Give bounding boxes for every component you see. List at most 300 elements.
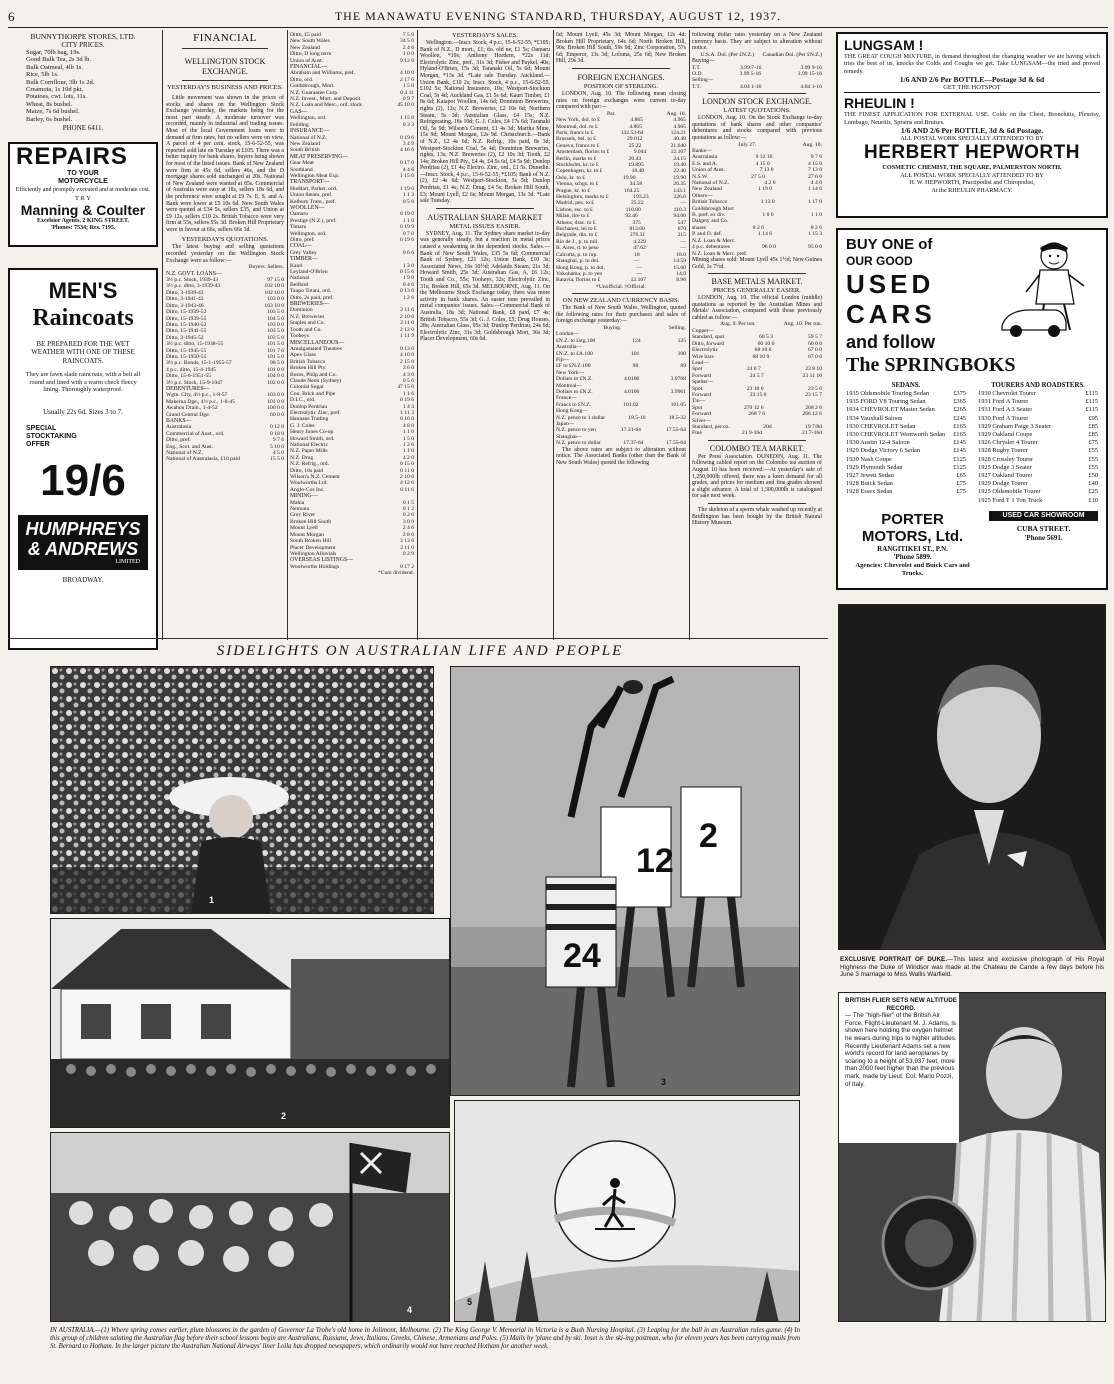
sales-column: [420, 32, 550, 638]
bunnythorpe-item: Bulk Oatmeal, 4lb 1s.: [26, 63, 83, 71]
fx-row-cell: 4.865: [630, 117, 643, 124]
column-rule: [689, 30, 690, 640]
bunnythorpe-item: Good Bulk Tea, 2s 3d lb.: [26, 56, 91, 64]
tourer-row: [978, 480, 1098, 488]
bunnythorpe-item: Wheat, 8s bushel.: [26, 100, 73, 108]
quotation-row-cell: Feilding: [290, 121, 309, 128]
base-metals-header-row-cell: Aug. 9. Per ton.: [720, 321, 756, 328]
tourer-row: [978, 472, 1098, 480]
nz-currency-row: [556, 440, 686, 446]
quotation-row-cell: N.Z. Drug: [290, 454, 314, 461]
porter-motors-ad: [836, 228, 1108, 590]
bunnythorpe-subtitle: CITY PRICES.: [61, 41, 105, 49]
quotation-row-cell: Timaru: [290, 224, 307, 231]
humphreys-logo: [18, 515, 148, 570]
nz-currency-row-cell: 101: [631, 350, 640, 357]
nz-currency-row-cell: 17.31-64: [620, 427, 641, 434]
dollar-rate-row-cell: 4.04 1-16: [800, 83, 822, 90]
base-metals-row-cell: 68 10 0: [754, 347, 772, 354]
quotation-row-cell: 4 10 0: [400, 352, 414, 359]
lse-row-cell: B. pref. ex div.: [692, 212, 726, 219]
sedan-row-cell: £165: [953, 422, 966, 430]
quotation-row-cell: 45 10 0: [397, 102, 414, 109]
repairs-firm: Manning & Coulter: [20, 202, 146, 218]
porter-line3: USED: [846, 269, 935, 299]
sedan-row-cell: £145: [953, 439, 966, 447]
quotations-column: [290, 32, 414, 638]
bank-row-cell: Ditto, pref.: [166, 437, 191, 444]
sidelights-title: SIDELIGHTS ON AUSTRALIAN LIFE AND PEOPLE: [216, 643, 624, 659]
fx-row-cell: B. Aires, d. to peso: [556, 245, 599, 252]
govt-loan-row-cell: 102 0 0: [267, 379, 284, 386]
quotations-columns: Buyers. Sellers.: [248, 264, 284, 271]
hepworth-postal: ALL POSTAL WORK SPECIALLY ATTENDED TO BY: [900, 171, 1044, 179]
quotation-row-cell: Dunlop Perdriau: [290, 403, 328, 410]
tourer-row-cell: 1929 Dodge Tourer: [978, 480, 1028, 488]
quotation-section-heading: INSURANCE—: [290, 128, 329, 135]
base-metals-row-cell: 24 5 7: [749, 372, 764, 379]
quotation-row-cell: 1 9 0: [402, 275, 414, 282]
lse-row-cell: 4 15 0: [755, 160, 770, 167]
lse-row-cell: 27 6 0: [808, 173, 822, 180]
tourers-heading: TOURERS AND ROADSTERS.: [991, 382, 1085, 389]
bank-row-cell: 15 5 0: [270, 456, 284, 463]
base-metals-row-cell: Ditto, forward: [692, 340, 725, 347]
lse-row-cell: 9 12 10: [755, 154, 773, 161]
sedan-row-cell: £65: [956, 472, 966, 480]
postal-work-line: ALL POSTAL WORK SPECIALLY ATTENDED TO BY: [900, 135, 1044, 143]
base-metals-row-cell: 23 5 0: [808, 385, 822, 392]
repairs-ad: [8, 142, 158, 247]
porter-line6: The SPRINGBOKS: [846, 354, 1016, 376]
fx-row-cell: New York, dol. to £: [556, 117, 600, 124]
quotation-row-cell: 1 2 6: [402, 294, 414, 301]
quotation-row-cell: 0 13 0: [400, 288, 414, 295]
base-metals-row-cell: 67 0 0: [808, 347, 822, 354]
hepworth-address: COSMETIC CHEMIST, THE SQUARE, PALMERSTON NORTH.: [882, 164, 1062, 172]
lse-row-cell: [783, 251, 785, 257]
nz-currency-row-cell: Francs to £N.Z.: [556, 401, 592, 408]
sedan-row-cell: £125: [953, 455, 966, 463]
quotation-row-cell: National Electric: [290, 442, 329, 448]
bunnythorpe-item: Bulk Cornflour, 3lb 1s 2d.: [26, 78, 95, 86]
wellington-stock-exchange-heading: WELLINGTON STOCK EXCHANGE.: [184, 57, 266, 76]
fx-row-cell: 24.15: [673, 155, 686, 162]
sedan-row: [846, 439, 966, 447]
fx-row-cell: 375: [632, 219, 641, 226]
porter-phone: 'Phone 5899.: [893, 553, 932, 562]
quotation-row-cell: Claude Neon (Sydney): [290, 377, 342, 384]
fx-row-cell: 670: [677, 226, 686, 233]
fx-row-cell: Oslo, kr. to £: [556, 174, 586, 181]
lse-row-cell: 95 0 0: [808, 244, 822, 251]
tourer-row-cell: £55: [1088, 455, 1098, 463]
base-metals-row-cell: Spot: [692, 404, 703, 411]
fx-row-cell: 132.53-64: [620, 129, 644, 136]
duke-caption: [840, 956, 1104, 979]
tourer-row: [978, 431, 1098, 439]
fx-row-cell: 40.48: [673, 136, 686, 143]
govt-loan-row-cell: 103 5 0: [267, 334, 284, 341]
quotation-row-cell: Staples and Co.: [290, 320, 325, 327]
nz-currency-row-cell: Montreal—: [556, 382, 583, 389]
bank-row-cell: 5 10 6: [270, 443, 284, 450]
fx-row-cell: 193.23: [633, 194, 649, 201]
quotation-row-cell: Taupo Totara, ord.: [290, 288, 332, 295]
quotation-section-heading: MISCELLANEOUS—: [290, 339, 345, 346]
plum-blossoms-photo-icon: [51, 667, 434, 914]
quotation-row-cell: 0 5 0: [402, 198, 414, 205]
base-metals-row-cell: Forward: [692, 411, 711, 418]
lse-row-cell: 1 15 3: [808, 231, 822, 238]
sedan-row-cell: 1934 CHEVROLET Master Sedan: [846, 406, 935, 414]
fx-row-cell: Paris, francs to £: [556, 129, 594, 136]
sedan-row-cell: 1930 CHEVROLET Sedan: [846, 422, 916, 430]
quotation-section-heading: GAS—: [290, 108, 308, 115]
quotation-row-cell: Gear Meat: [290, 160, 314, 167]
govt-loan-row-cell: 103 5 0: [267, 328, 284, 335]
quotation-row-cell: 1 5 0: [402, 435, 414, 442]
raincoats-line1: MEN'S: [48, 278, 118, 303]
base-metals-row-cell: 21 9-16d: [741, 430, 762, 437]
lse-row-cell: [777, 238, 779, 244]
london-column: [692, 32, 822, 638]
fx-row-cell: 4.965: [673, 117, 686, 124]
tourer-row: [978, 439, 1098, 447]
fx-row-cell: 26.35: [673, 181, 686, 188]
bunnythorpe-items: [8, 49, 158, 123]
nz-currency-row-cell: 18.5-16: [628, 414, 646, 421]
dollar-rate-row-cell: 3.99 5-16: [739, 71, 762, 77]
fx-row-cell: 9.044: [633, 149, 647, 156]
govt-loan-row-cell: 103 0 0: [267, 296, 284, 303]
sedan-row-cell: £365: [953, 398, 966, 406]
lse-row-cell: [820, 251, 822, 257]
fx-row-cell: Batavia, florins to £: [556, 277, 601, 284]
quotation-row-cell: Nemona: [290, 506, 309, 513]
humphreys-logo-1: HUMPHREYS: [25, 519, 141, 539]
base-metals-row-cell: Fine: [692, 430, 702, 437]
nz-currency-row-cell: 90: [632, 363, 639, 370]
lse-row-cell: 1 14 6: [758, 231, 773, 238]
sedan-row: [846, 415, 966, 423]
base-metals-row-cell: 268 7 6: [748, 411, 766, 418]
quotation-row-cell: D.I.C., ord.: [290, 397, 316, 404]
tourer-row: [978, 415, 1098, 423]
quotation-row-cell: N.Z. Guarantee Corp.: [290, 89, 339, 96]
quotation-section-table: [290, 32, 414, 64]
get-the-hotspot: GET THE HOTSPOT: [844, 84, 1100, 93]
govt-loan-row-cell: 102 10 0: [264, 289, 284, 296]
quotation-row-cell: 2 17 6: [400, 76, 414, 83]
quotation-row-cell: 0 16 0: [400, 416, 414, 423]
fx-row-cell: Belgrade, din. to £: [556, 232, 598, 239]
quotation-row-cell: 34 5 0: [400, 38, 414, 45]
sedan-row-cell: £125: [953, 463, 966, 471]
base-metals-row: [692, 430, 822, 436]
quotation-row-cell: Ditto, 2s paid, pref.: [290, 294, 334, 301]
jersey-number-12: 12: [636, 842, 674, 880]
dollar-rate-row-cell: 3.99 15-16: [797, 71, 822, 77]
fx-row-cell: Brussels, bel. to £: [556, 136, 596, 143]
quotation-row-cell: 0 15 0: [400, 461, 414, 468]
nz-currency-row-cell: 3.9961: [670, 388, 686, 395]
nz-currency-row-cell: 101.02: [623, 401, 639, 408]
financial-column: [166, 32, 284, 638]
hepworth-chiropodist: H. W. HEPWORTH, Practipodist and Chiropodist,: [909, 179, 1035, 187]
porter-line2: OUR GOOD: [846, 254, 913, 268]
quotation-row-cell: 2 11 0: [400, 320, 414, 327]
tourer-row-cell: 1925 Dodge 3 Seater: [978, 463, 1032, 471]
quotation-row-cell: Wilson's N.Z. Cement: [290, 474, 340, 481]
base-metals-row-cell: Spot: [692, 366, 703, 373]
lse-row-cell: 8 2 6: [810, 224, 822, 231]
fx-row-cell: Calcutta, p. to rup.: [556, 251, 598, 258]
base-metals-row-cell: 23 15 0: [749, 391, 767, 398]
base-metals-row-cell: Standard, spot: [692, 334, 725, 341]
sedan-row: [846, 488, 966, 496]
fx-row-cell: 226.0: [673, 194, 686, 201]
quotation-row-cell: 1 5 0: [402, 83, 414, 90]
fx-row-cell: Geneva, francs to £: [556, 142, 600, 149]
humphreys-logo-ltd: LIMITED: [115, 559, 140, 565]
quotation-row-cell: Union Steam, pref.: [290, 192, 333, 199]
nz-currency-row-cell: Shanghai—: [556, 433, 583, 440]
quotation-section-table: [290, 307, 414, 339]
tourer-row-cell: 1931 Ford A 3 Seater: [978, 406, 1033, 414]
quotation-row-cell: 0 19 6: [400, 134, 414, 141]
showroom-street: CUBA STREET.: [1016, 523, 1071, 533]
lse-row-cell: 8 2 6: [752, 224, 764, 231]
fx-row-cell: 34.58: [629, 181, 643, 188]
quotation-section-table: [290, 211, 414, 243]
base-metals-heading: BASE METALS MARKET.: [711, 277, 803, 287]
dollar-header-row-cell: Canadian Dol. (Per £N.Z.): [762, 51, 822, 58]
lse-header-row-cell: Aug. 10.: [802, 141, 822, 148]
tourer-row-cell: 1926 Chrysler 4 Tourer: [978, 439, 1038, 447]
fx-row-cell: 19.895: [628, 162, 644, 168]
quotation-row-cell: 4 3 0: [402, 371, 414, 378]
tourer-row-cell: 1929 Oakland Coupe: [978, 431, 1033, 439]
raincoats-ad: [8, 268, 158, 650]
quotation-section-heading: TRANSPORT—: [290, 179, 330, 186]
govt-loan-row-cell: 3½ p.c. ditto, 15-1938-55: [166, 341, 224, 348]
fx-row-cell: Yokohama, p. to yen: [556, 270, 603, 277]
lse-intro: LONDON, Aug. 10. On the Stock Exchange to-day quotations of bank shares and other companies' debentures and stocks compared with previous quotations as follow:—: [692, 115, 822, 141]
quotation-row-cell: Oamaru: [290, 211, 309, 218]
quotation-row-cell: 0 2 6: [402, 512, 414, 519]
fx-row-cell: 19.90: [622, 174, 636, 181]
sedan-row-cell: £165: [953, 431, 966, 439]
debentures-table: [166, 392, 284, 418]
lse-row-cell: New Zealand: [692, 186, 722, 193]
quotation-row-cell: 2 4 6: [402, 44, 414, 51]
lse-header-row-cell: July 27.: [738, 141, 757, 148]
photo-number-2: 2: [281, 1111, 287, 1121]
lse-row-cell: E.S. and A.: [692, 160, 718, 167]
dollar-rate-row-cell: Selling—: [692, 77, 714, 84]
tourer-row-cell: 1925 Oldsmobile Tourer: [978, 488, 1041, 496]
quotation-row: [290, 102, 414, 108]
sedan-row-cell: 1935 FORD V8 Touring Sedan: [846, 398, 926, 406]
prices-easier-heading: PRICES GENERALLY EASIER.: [713, 287, 801, 295]
quotation-row-cell: Mount Morgan: [290, 531, 324, 538]
govt-loan-row-cell: Ditto, 15-1939-52: [166, 309, 207, 316]
quotation-row-cell: Ditto, pref.: [290, 237, 315, 243]
tourer-row-cell: £25: [1088, 488, 1098, 496]
fx-note: *Unofficial. †Official.: [596, 283, 646, 290]
tourer-row-cell: £75: [1088, 439, 1098, 447]
fx-row-cell: 4.865: [629, 123, 642, 130]
nz-currency-row-cell: 101.05: [670, 401, 686, 408]
quotation-row-cell: 0 11 0: [400, 467, 414, 474]
quotation-row-cell: Ditto, ord.: [290, 76, 314, 83]
nz-currency-row-cell: 100: [677, 350, 686, 357]
quotation-row-cell: Burns, Philp and Co.: [290, 371, 337, 378]
base-metals-row-cell: 23 8 10: [805, 366, 822, 373]
quotation-row-cell: Wellington, ord.: [290, 115, 327, 122]
quotation-row-cell: 9 12 0: [400, 57, 414, 64]
tourer-row-cell: £85: [1088, 422, 1098, 430]
tourer-row: [978, 390, 1098, 398]
base-metals-row-cell: Spot: [692, 385, 703, 392]
quotation-row-cell: Electrolytic Zinc, pref.: [290, 409, 341, 416]
base-metals-row-cell: 23 15 7: [805, 391, 822, 398]
tourer-row: [978, 488, 1098, 496]
fx-row-cell: —: [680, 245, 686, 252]
repairs-body: Efficiently and promptly executed and at moderate cost.: [15, 187, 151, 193]
lse-row-cell: [773, 218, 775, 224]
fx-row-cell: 19.90: [673, 174, 686, 181]
nz-currency-row-cell: £N.Z. to £A.100: [556, 350, 593, 357]
base-metals-row-cell: Silver—: [692, 417, 711, 424]
fx-row-cell: Helsingfors, marks to £: [556, 194, 609, 201]
quotation-section-table: [290, 263, 414, 301]
quotation-row-cell: New Zealand: [290, 44, 320, 51]
fx-row-cell: 12.107: [630, 277, 647, 284]
govt-loan-row-cell: Ditto, 15-1939-55: [166, 315, 207, 322]
quotation-section-heading: WOOLLEN—: [290, 204, 325, 211]
lse-row-cell: 96 0 0: [761, 244, 776, 251]
quotation-section-heading: BREWERIES—: [290, 301, 329, 308]
sales-continued: 6d; Mount Lyell, 45s 3d; Mount Morgan, 12s 4d; Broken Hill Proprietary, 64s 6d; North Broken Hill, 90s; Broken Hill South, 59s 9d; Zinc Corporation, 57s 6d; Emperor, 13s 3d; Loloma, 25s 6d; New Broken Hill, 29s 3d.: [556, 32, 686, 65]
fx-row-cell: —: [680, 200, 686, 207]
fx-row-cell: —: [636, 264, 642, 271]
fx-row-cell: 164.25: [624, 187, 640, 194]
base-metals-row-cell: [763, 360, 765, 366]
foreign-exchanges-heading: FOREIGN EXCHANGES.: [577, 72, 665, 82]
quotation-row-cell: 2 11 6: [400, 307, 414, 314]
colombo-tea-body: Per Press Association. DUNEDIN, Aug. 11. The following cabled report on the Colombo tea auction of August 10 has been received:—At yesterday's sale of 1,250,000lb offered, there was a keen demand for all grades, and prices for medium and fine grades showed a slight advance. A total of 1,300,000lb is catalogued for sale next week.: [692, 453, 822, 500]
base-metals-row-cell: 19 7/8d: [805, 423, 822, 430]
quotation-row-cell: Anglo-Cos Inc.: [290, 486, 325, 493]
dollar-rate-row-cell: 3.99 9-16: [800, 64, 822, 71]
base-metals-row-cell: 60 0 0: [808, 340, 822, 347]
fx-row-cell: 276.31: [629, 232, 646, 239]
fx-row-cell: Madrid, pes. to £: [556, 200, 595, 207]
quotation-row-cell: Woolworths Holdings: [290, 563, 340, 570]
quotation-section-heading: MINING—: [290, 493, 318, 500]
lse-row-cell: 4 p.c. debentures: [692, 244, 730, 251]
fx-row-cell: Shanghai, p. to dol.: [556, 258, 600, 265]
lse-row-cell: Australasia: [692, 154, 718, 161]
quotation-row-cell: 3 0 0: [402, 518, 414, 525]
nz-currency-row-cell: 18.5-32: [668, 414, 686, 421]
fx-row-cell: Montreal, dol. to £: [556, 123, 598, 130]
base-metals-row-cell: Tin—: [692, 398, 706, 405]
bunnythorpe-item: Sugar, 70lb bag, 19s.: [26, 49, 81, 56]
lse-row-cell: N.Z. Loan & Merc.: [692, 237, 736, 244]
base-metals-row-cell: 270 12 6: [743, 404, 764, 411]
repairs-agents: Excelsior Agents, 2 KING STREET.: [36, 218, 130, 224]
fx-row-cell: Copenhagen, kr. to £: [556, 168, 603, 175]
nz-currency-row-cell: Dollars to £N.Z.: [556, 388, 593, 395]
page-number: 6: [8, 8, 15, 24]
fx-row-cell: —: [636, 270, 642, 277]
flier-caption-body: — The "high-flier" of the British Air Force, Flight-Lieutenant M. J. Adams, is shown here holding the oxygen helmet he wears during trips to higher altitudes. Recently Lieutenant Adams set a new world's record for land aeroplanes by soaring to a height of 53,937 feet, more than 2000 feet higher than the previous mark, made by Lieut. Col. Mario Pozzi, of Italy.: [845, 1012, 957, 1088]
sedan-row: [846, 406, 966, 414]
tourer-row: [978, 447, 1098, 455]
dollar-rate-row-cell: [766, 77, 768, 83]
nz-currency-row-cell: Japan—: [556, 421, 575, 427]
quotation-row-cell: British Tobacco: [290, 358, 326, 365]
quotation-row-cell: 0 13 0: [400, 345, 414, 352]
quotation-row-cell: Kelburn Tram., pref.: [290, 198, 337, 205]
quotation-section-heading: MEAT PRESERVING—: [290, 153, 349, 160]
ski-postman-photo-icon: [455, 1101, 800, 1322]
quotation-row-cell: Howard Smith, ord.: [290, 435, 335, 442]
lse-row-cell: National of N.Z.: [692, 180, 729, 187]
quotation-row-cell: 1 1 6: [402, 448, 414, 455]
base-metals-row-cell: Spelter—: [692, 379, 714, 386]
sedans-list: [846, 390, 966, 497]
quotation-section-heading: TIMBER—: [290, 256, 318, 263]
lse-row-cell: N.Z. Loan & Merc. pref.: [692, 250, 748, 257]
nz-currency-row-cell: N.Z. pence to 1 dollar: [556, 414, 606, 421]
quotation-row-cell: 2 15 0: [400, 358, 414, 365]
quotation-row-cell: 0 17 0: [400, 160, 414, 167]
quotation-row-cell: Kauri: [290, 262, 303, 269]
fx-row-cell: 18: [634, 251, 640, 258]
fx-row-cell: 813.60: [629, 226, 645, 233]
quotation-row-cell: 1 0 0: [402, 51, 414, 58]
govt-loan-row-cell: Ditto, 15-1945-55: [166, 347, 207, 354]
flier-caption: [845, 997, 957, 1088]
govt-loan-row-cell: Ditto, 3-1941-43: [166, 296, 204, 303]
nz-currency-row-cell: 4.0106: [623, 376, 640, 383]
base-metals-row-cell: Lead—: [692, 359, 709, 366]
yesterdays-quotations-heading: YESTERDAY'S QUOTATIONS.: [181, 236, 269, 244]
govt-loan-row-cell: 3½ p.c. Stock, 15-9-1947: [166, 379, 223, 386]
sedan-row-cell: £75: [956, 480, 966, 488]
sedan-row-cell: £145: [953, 447, 966, 455]
metal-issues-heading: METAL ISSUES EASIER.: [449, 222, 521, 230]
foreign-exchange-column: [556, 32, 686, 638]
sedan-row: [846, 431, 966, 439]
govt-loan-row-cell: 101 7 6: [267, 347, 284, 354]
dollar-rate-row-cell: T.T.: [692, 83, 701, 90]
bunnythorpe-item: Creamota, 1s 10d pkt.: [26, 86, 84, 94]
bank-row-cell: 4 5 0: [272, 450, 284, 457]
sedan-row-cell: £75: [956, 488, 966, 496]
quotation-row-cell: 0 17 2: [400, 563, 414, 570]
quotation-row-cell: 3 6 0: [402, 365, 414, 372]
bunnythorpe-phone: PHONE 6411.: [62, 124, 104, 132]
quotation-row-cell: 0 6 6: [402, 249, 414, 256]
raincoats-special-3: OFFER: [26, 441, 50, 448]
fx-row-cell: 21.640: [670, 142, 686, 149]
quotation-row-cell: Apex Glass: [290, 352, 316, 359]
